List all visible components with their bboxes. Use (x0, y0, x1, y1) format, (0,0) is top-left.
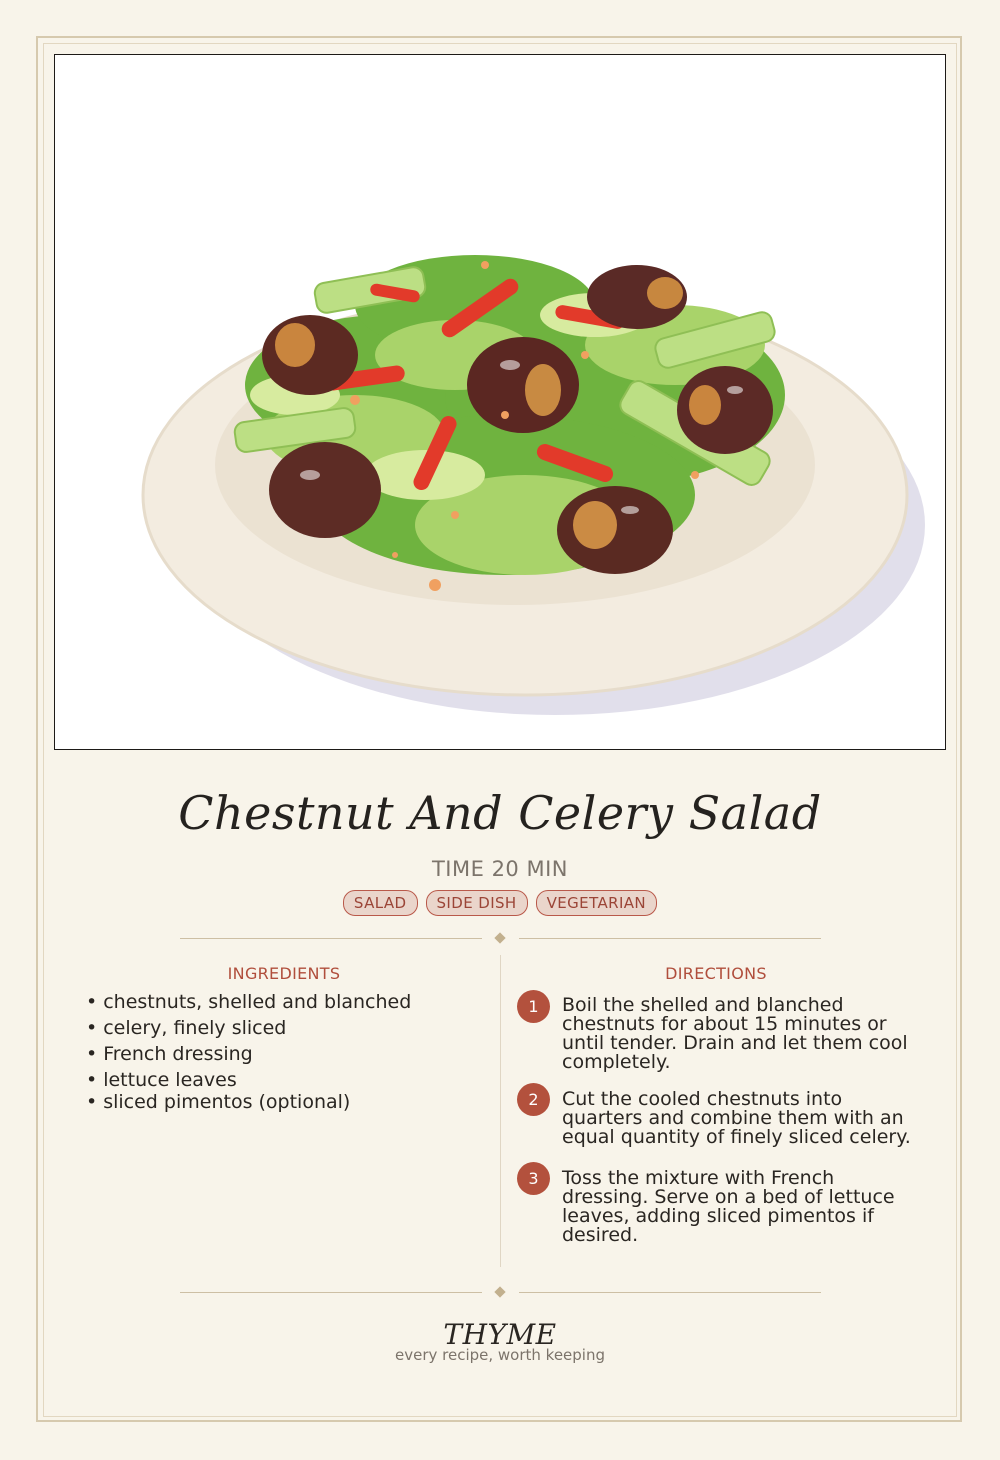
divider-line-right (519, 938, 821, 939)
ingredient-text: celery, finely sliced (103, 1017, 287, 1039)
step-number-badge: 2 (517, 1083, 550, 1116)
bullet-dot-icon: • (86, 991, 98, 1013)
tag-side-dish[interactable]: SIDE DISH (426, 890, 528, 916)
directions-heading: DIRECTIONS (665, 964, 767, 983)
list-item (86, 1042, 486, 1067)
step-text: Boil the shelled and blanched chestnuts for about 15 minutes or until tender. Drain and let them cool completely. (562, 994, 908, 1073)
ingredient-text: chestnuts, shelled and blanched (103, 991, 412, 1013)
bullet-dot-icon: • (86, 1091, 98, 1113)
ingredient-text: French dressing (103, 1043, 253, 1065)
bullet-dot-icon: • (86, 1069, 98, 1091)
divider-bottom (180, 1287, 821, 1299)
divider-top (180, 933, 821, 945)
divider-line-left (180, 1292, 482, 1293)
divider-line-left (180, 938, 482, 939)
recipe-title: Chestnut And Celery Salad (178, 786, 822, 840)
diamond-icon (494, 1286, 505, 1297)
column-separator (500, 955, 501, 1267)
ingredients-heading: INGREDIENTS (227, 964, 341, 983)
bullet-dot-icon: • (86, 1017, 98, 1039)
list-item (86, 1090, 486, 1115)
step-text: Toss the mixture with French dressing. Serve on a bed of lettuce leaves, adding sliced pimentos if desired. (562, 1167, 895, 1246)
list-item (86, 1016, 486, 1041)
diamond-icon (494, 932, 505, 943)
brand-name: THYME (443, 1318, 557, 1351)
step-number-badge: 1 (517, 990, 550, 1023)
ingredients-list (86, 990, 486, 1116)
salad-illustration (54, 54, 946, 750)
tag-vegetarian[interactable]: VEGETARIAN (536, 890, 657, 916)
tag-salad[interactable]: SALAD (343, 890, 418, 916)
ingredient-text: sliced pimentos (optional) (103, 1091, 351, 1113)
step-number-badge: 3 (517, 1162, 550, 1195)
ingredient-text: lettuce leaves (103, 1069, 237, 1091)
step-text: Cut the cooled chestnuts into quarters and combine them with an equal quantity of finely sliced celery. (562, 1088, 911, 1148)
bullet-dot-icon: • (86, 1043, 98, 1065)
brand-tagline: every recipe, worth keeping (394, 1346, 605, 1364)
prep-time: TIME 20 MIN (431, 857, 568, 881)
tag-list (0, 890, 1000, 916)
divider-line-right (519, 1292, 821, 1293)
list-item (86, 990, 486, 1015)
